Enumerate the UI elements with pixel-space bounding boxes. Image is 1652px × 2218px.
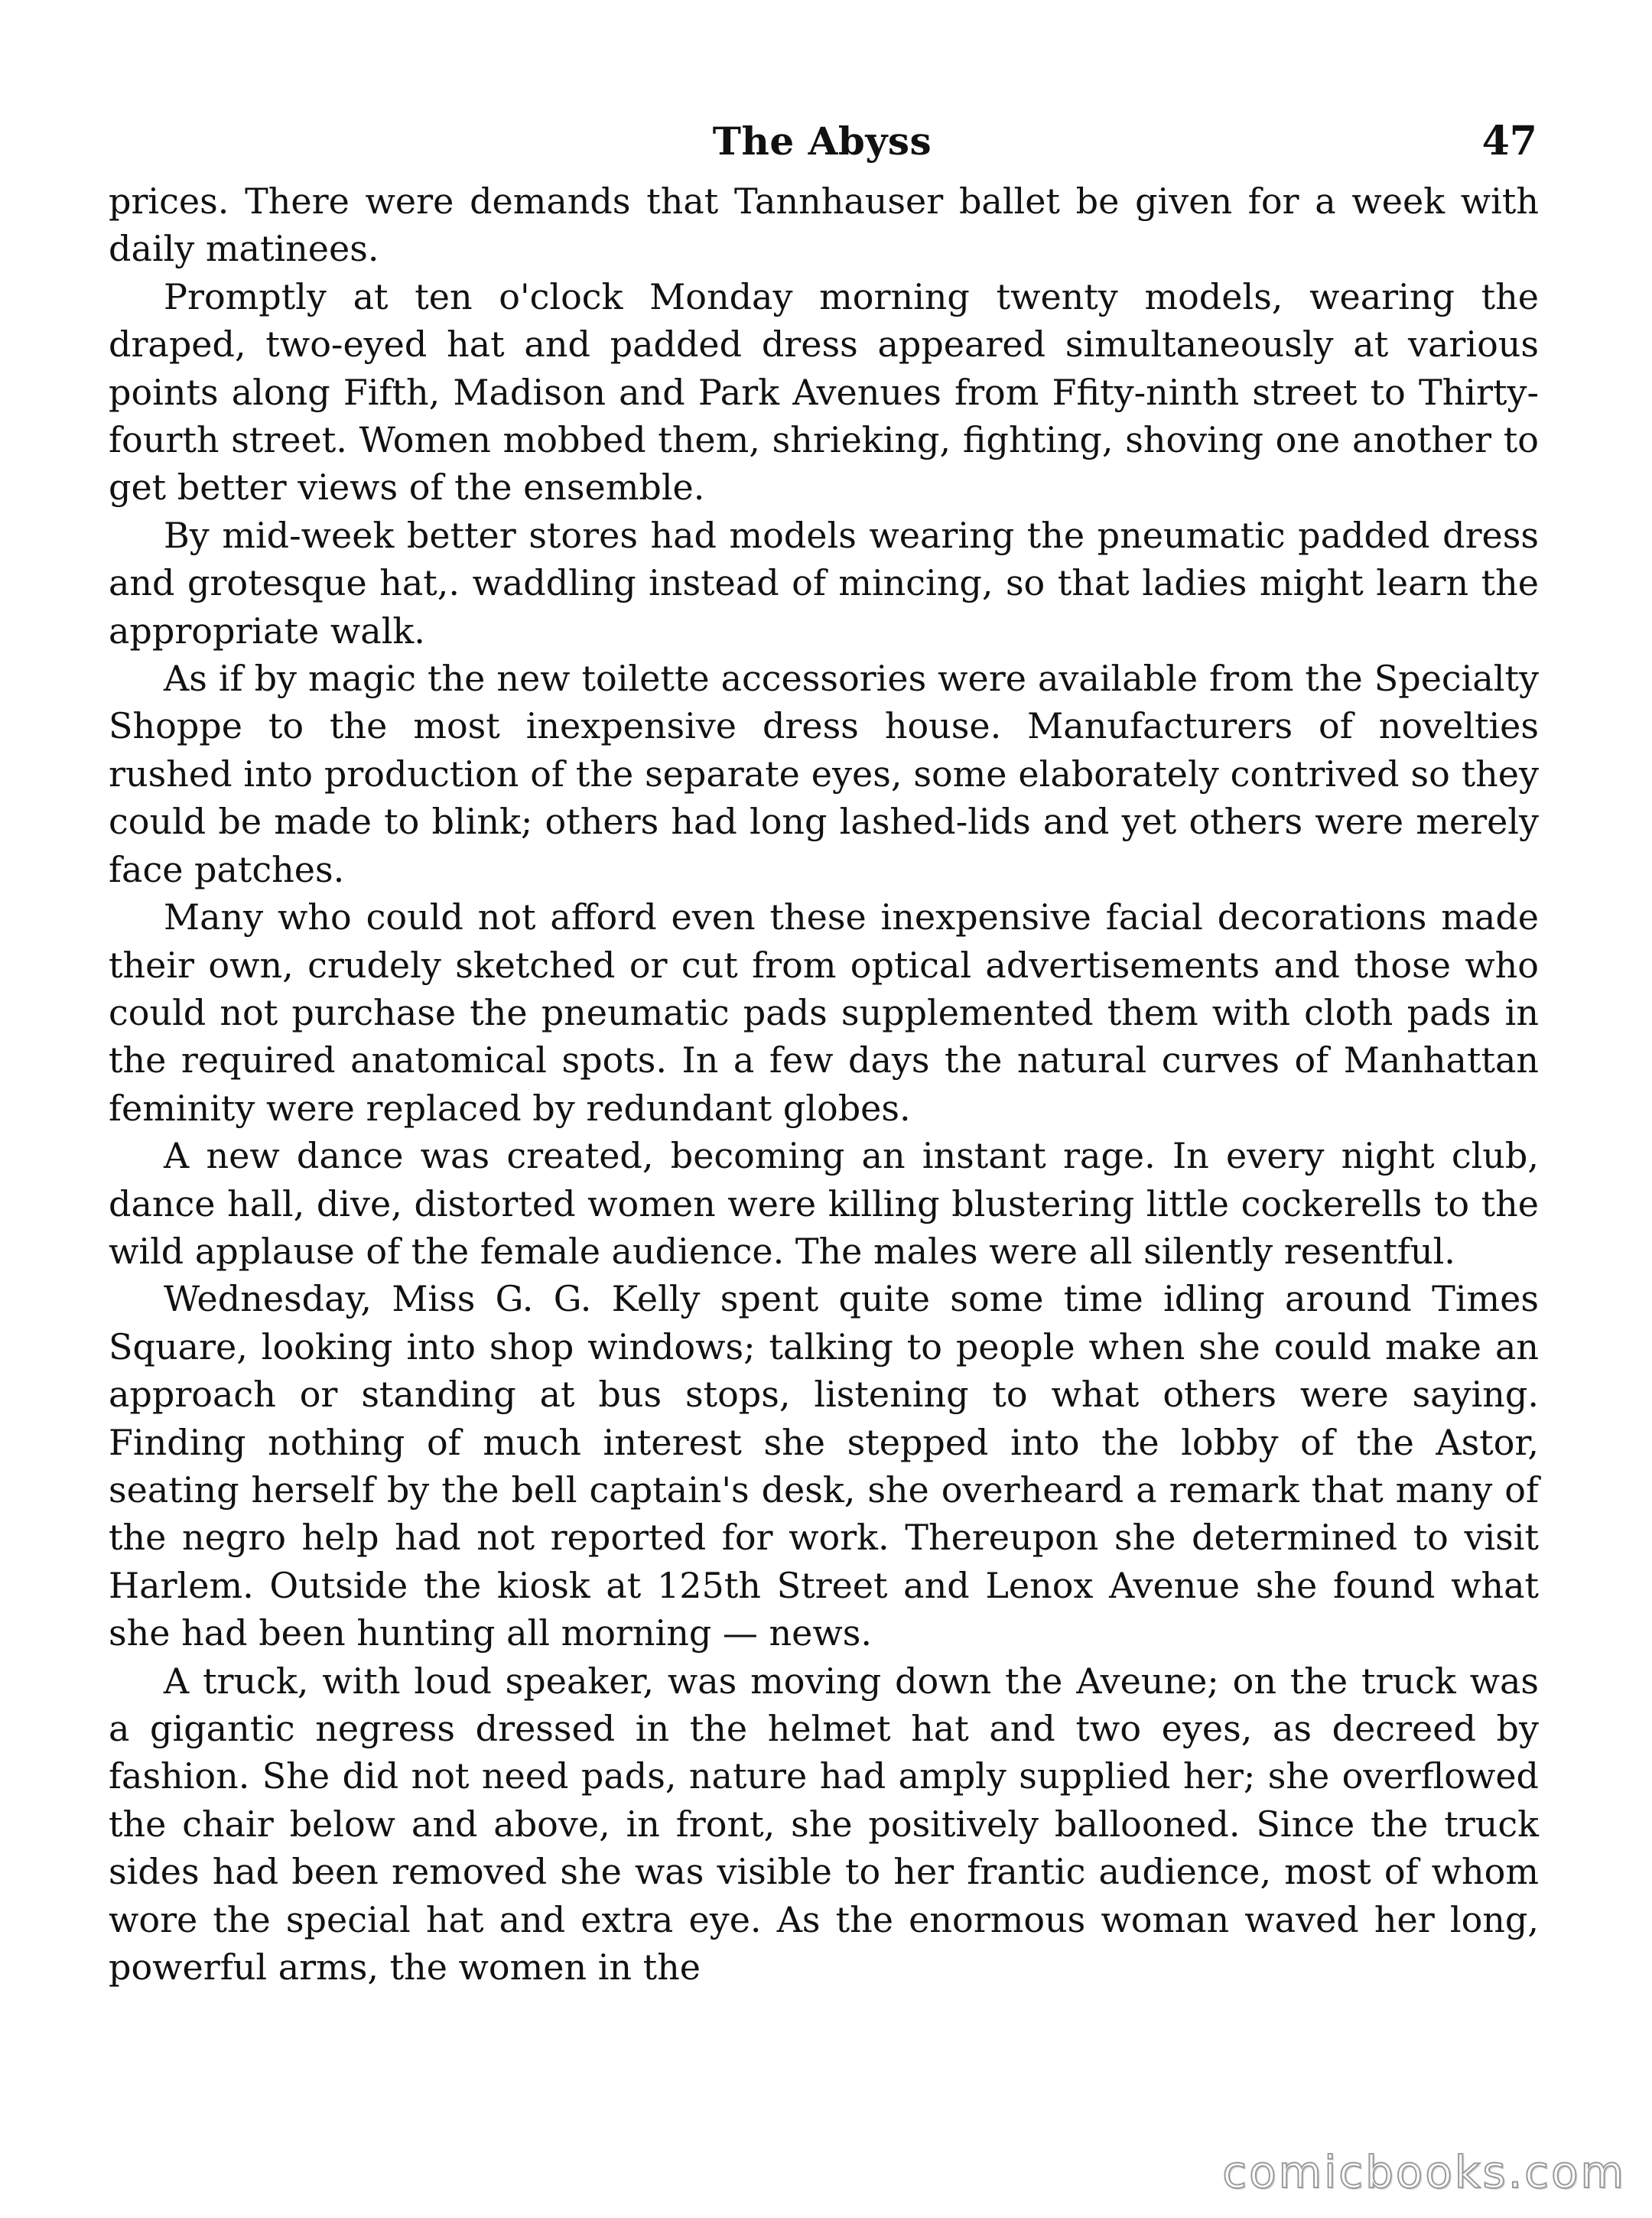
paragraph: By mid-week better stores had models wearing the pneumatic padded dress and grotesque hat,. waddling instead of mincing, so that ladies might learn the appropriate walk. [109, 514, 1539, 652]
paragraph: As if by magic the new toilette accessories were available from the Specialty Shoppe to the most inexpensive dress house. Manufacturers of novelties rushed into production of the separate eyes, some elaborately contrived so they could be made to blink; others had long lashed-lids and yet others were merely face patches. [109, 658, 1539, 890]
running-title: The Abyss [712, 119, 932, 164]
running-head [107, 115, 1537, 168]
paragraph: prices. There were demands that Tannhauser ballet be given for a week with daily matinees. [109, 180, 1539, 270]
watermark-logo: comicbooks.com [1222, 2146, 1626, 2198]
paragraph: Many who could not afford even these inexpensive facial decorations made their own, crudely sketched or cut from optical advertisements and those who could not purchase the pneumatic pads supplemented them with cloth pads in the required anatomical spots. In a few days the natural curves of Manhattan feminity were replaced by redundant globes. [109, 896, 1539, 1129]
paragraph: Wednesday, Miss G. G. Kelly spent quite some time idling around Times Square, looking into shop windows; talking to people when she could make an approach or standing at bus stops, listening to what others were saying. Finding nothing of much interest she stepped into the lobby of the Astor, seating herself by the bell captain's desk, she overheard a remark that many of the negro help had not reported for work. Thereupon she determined to visit Harlem. Outside the kiosk at 125th Street and Lenox Avenue she found what she had been hunting all morning — news. [109, 1278, 1539, 1654]
page-number: 47 [1481, 118, 1537, 164]
body-text [109, 177, 1539, 1991]
paragraph: Promptly at ten o'clock Monday morning twenty models, wearing the draped, two-eyed hat and padded dress appeared simultaneously at various points along Fifth, Madison and Park Avenues from Ffity-ninth street to Thirty-fourth street. Women mobbed them, shrieking, fighting, shoving one another to get better views of the ensemble. [109, 275, 1539, 509]
paragraph: A new dance was created, becoming an instant rage. In every night club, dance hall, dive, distorted women were killing blustering little cockerells to the wild applause of the female audience. The males were all silently resentful. [109, 1135, 1539, 1272]
paragraph: A truck, with loud speaker, was moving down the Aveune; on the truck was a gigantic negress dressed in the helmet hat and two eyes, as decreed by fashion. She did not need pads, nature had amply supplied her; she overflowed the chair below and above, in front, she positively ballooned. Since the truck sides had been removed she was visible to her frantic audience, most of whom wore the special hat and extra eye. As the enormous woman waved her long, powerful arms, the women in the [109, 1660, 1539, 1989]
